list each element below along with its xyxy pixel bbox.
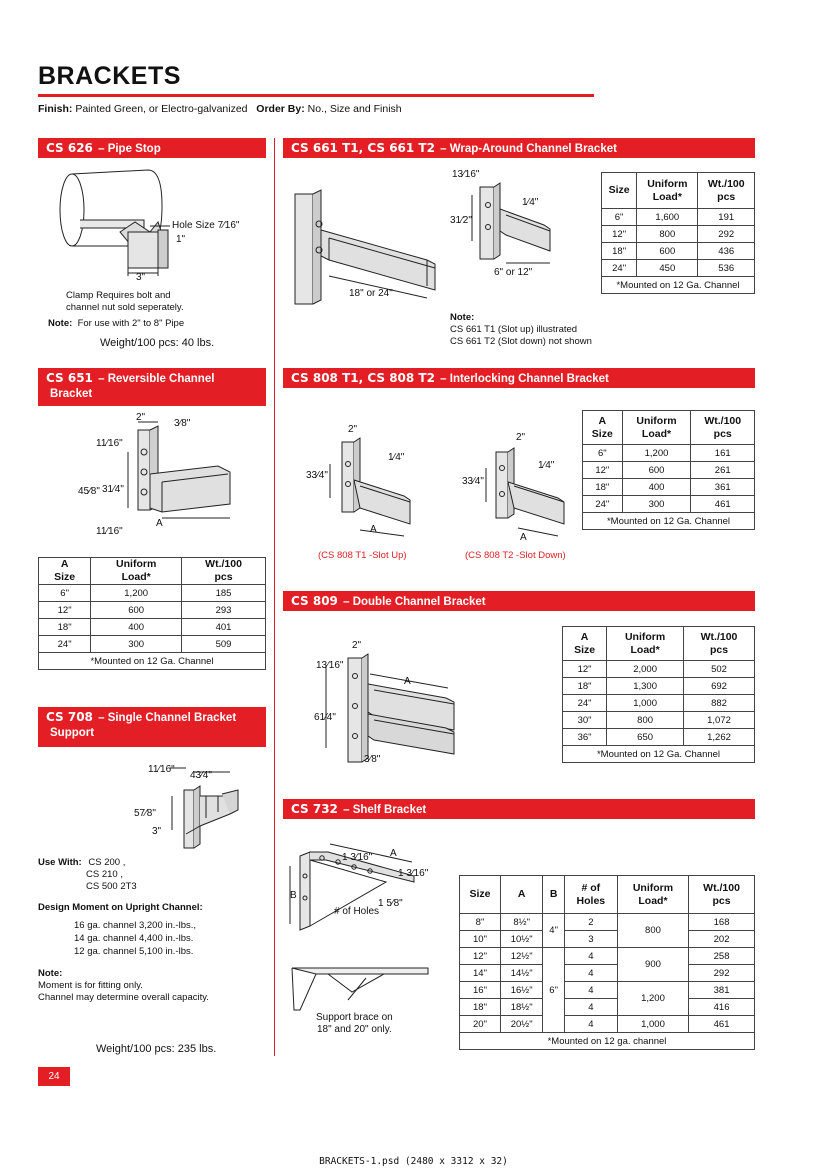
cs808-name: – Interlocking Channel Bracket — [436, 373, 609, 385]
table-header-row — [583, 411, 755, 445]
table-footnote: *Mounted on 12 Ga. Channel — [39, 653, 266, 670]
cs809-banner — [283, 591, 755, 611]
table-row: 6" 1,600 191 — [602, 209, 755, 226]
column-header: Uniform Load* — [607, 627, 684, 661]
cs661-note: CS 661 T1 (Slot up) illustrated — [450, 324, 578, 335]
cs708-dim-1116: 11⁄16" — [148, 764, 175, 775]
cs732-dim-1316a: 1 3⁄16" — [342, 852, 373, 863]
table-row: 8" 8½" 4" 2 800 168 — [460, 914, 755, 931]
cs708-dim-3: 3" — [152, 826, 162, 837]
table-row: 6" 1,200 161 — [583, 445, 755, 462]
cs651-table — [38, 557, 266, 670]
cs808-drawing-down — [458, 428, 576, 544]
cs626-banner — [38, 138, 266, 158]
title-rule — [38, 94, 594, 97]
column-header: A Size — [583, 411, 623, 445]
cs809-name: – Double Channel Bracket — [339, 596, 486, 608]
table-row: 12" 2,000 502 — [563, 661, 755, 678]
cs808-table — [582, 410, 755, 530]
cs708-use-item: CS 200 , — [88, 857, 126, 868]
cs708-moments — [74, 920, 196, 958]
finish-value: Painted Green, or Electro-galvanized — [75, 103, 248, 115]
cs626-note-label: Note: — [48, 318, 73, 329]
cs626-clamp-note-2: channel nut sold seperately. — [66, 302, 184, 313]
cs732-dim-a: A — [390, 848, 397, 859]
cs626-clamp-note — [66, 290, 184, 314]
cs651-name2: Bracket — [50, 388, 93, 400]
page-title: BRACKETS — [38, 62, 181, 90]
table-row: 18" 400 401 — [39, 619, 266, 636]
column-header: Wt./100 pcs — [691, 411, 755, 445]
cs808-code: CS 808 T1, CS 808 T2 — [291, 371, 435, 385]
cs661-banner — [283, 138, 755, 158]
finish-label: Finish: — [38, 103, 73, 115]
table-row: 14" 14½" 4 292 — [460, 965, 755, 982]
cs626-dim-hole: Hole Size 7⁄16" — [172, 220, 240, 231]
cs708-use-label: Use With: — [38, 857, 82, 868]
table-row: 12" 600 293 — [39, 602, 266, 619]
column-header: Wt./100 pcs — [698, 173, 755, 209]
cs808-dim-aa: A — [370, 524, 377, 535]
table-header-row — [39, 558, 266, 585]
cs651-code: CS 651 — [46, 371, 93, 385]
table-footnote: *Mounted on 12 Ga. Channel — [563, 746, 755, 763]
table-row: 18" 18½" 4 416 — [460, 999, 755, 1016]
cs809-table — [562, 626, 755, 763]
cs708-use-item: CS 210 , — [86, 869, 123, 880]
cs808-dim-334b: 33⁄4" — [462, 476, 484, 487]
table-header-row — [602, 173, 755, 209]
cs626-dim-3: 3" — [136, 272, 146, 283]
cs661-name: – Wrap-Around Channel Bracket — [436, 143, 617, 155]
cs708-note: Channel may determine overall capacity. — [38, 992, 209, 1003]
column-header: Uniform Load* — [617, 876, 688, 914]
table-row: 30" 800 1,072 — [563, 712, 755, 729]
column-header: Wt./100 pcs — [689, 876, 755, 914]
cs661-dim-312: 31⁄2" — [450, 215, 472, 226]
order-value: No., Size and Finish — [307, 103, 402, 115]
cs708-weight: Weight/100 pcs: 235 lbs. — [96, 1043, 217, 1055]
column-header: Uniform Load* — [91, 558, 182, 585]
table-row: 20" 20½" 4 1,000 461 — [460, 1016, 755, 1033]
file-caption: BRACKETS-1.psd (2480 x 3312 x 32) — [319, 1156, 508, 1167]
page-number: 24 — [38, 1067, 70, 1086]
cs732-code: CS 732 — [291, 802, 338, 816]
cs661-note-label: Note: — [450, 312, 475, 323]
cs661-drawing-2 — [446, 165, 561, 283]
cs626-note-text: For use with 2" to 8" Pipe — [77, 318, 185, 329]
cs732-brace-note-1: Support brace on — [316, 1012, 393, 1023]
table-row: 24" 300 461 — [583, 496, 755, 513]
column-header: Size — [602, 173, 637, 209]
cs651-dim-314: 31⁄4" — [102, 484, 124, 495]
table-row: 18" 1,300 692 — [563, 678, 755, 695]
cs732-brace-note-2: 18" and 20" only. — [316, 1024, 392, 1035]
column-header: A Size — [563, 627, 607, 661]
cs732-dim-b: B — [290, 890, 297, 901]
cs626-clamp-note-1: Clamp Requires bolt and — [66, 290, 171, 301]
cs651-dim-2: 2" — [136, 412, 146, 423]
cs661-table — [601, 172, 755, 294]
cs661-drawing-1 — [285, 168, 453, 306]
cs809-dim-1316: 13⁄16" — [316, 660, 344, 671]
cs626-code: CS 626 — [46, 141, 93, 155]
cs626-note — [48, 318, 184, 330]
table-row: 12" 600 261 — [583, 462, 755, 479]
cs732-dim-158: 1 5⁄8" — [378, 898, 403, 909]
cs626-name: – Pipe Stop — [94, 143, 161, 155]
cs809-dim-38: 3⁄8" — [364, 754, 381, 765]
column-header: Uniform Load* — [622, 411, 691, 445]
table-row: 10" 10½" 3 202 — [460, 931, 755, 948]
table-row: 24" 450 536 — [602, 260, 755, 277]
cs708-note-label: Note: — [38, 968, 63, 979]
cs732-dim-holes: # of Holes — [334, 906, 380, 917]
column-header: A Size — [39, 558, 91, 585]
cs732-dim-1316b: 1 3⁄16" — [398, 868, 429, 879]
column-header: Size — [460, 876, 501, 914]
cs732-table — [459, 875, 755, 1050]
table-row: 6" 1,200 185 — [39, 585, 266, 602]
cs626-dim-1: 1" — [176, 234, 186, 245]
cs661-note: CS 661 T2 (Slot down) not shown — [450, 336, 592, 347]
table-row: 12" 800 292 — [602, 226, 755, 243]
cs808-dim-14a: 1⁄4" — [388, 452, 405, 463]
cs732-drawing — [286, 836, 436, 934]
cs808-caption-up: (CS 808 T1 -Slot Up) — [318, 550, 407, 561]
cs732-brace-note — [316, 1012, 393, 1036]
cs808-dim-2b: 2" — [516, 432, 526, 443]
cs809-drawing — [312, 636, 468, 768]
cs651-dim-38: 3⁄8" — [174, 418, 191, 429]
cs661-notes — [450, 312, 592, 348]
cs626-drawing — [50, 162, 270, 284]
column-header: Uniform Load* — [637, 173, 698, 209]
table-row: 18" 400 361 — [583, 479, 755, 496]
table-row: 24" 300 509 — [39, 636, 266, 653]
column-header: Wt./100 pcs — [182, 558, 266, 585]
cs651-dim-1116b: 11⁄16" — [96, 526, 123, 537]
cs708-note: Moment is for fitting only. — [38, 980, 143, 991]
cs651-dim-a: A — [156, 518, 163, 529]
table-row: 16" 16½" 4 1,200 381 — [460, 982, 755, 999]
column-header: Wt./100 pcs — [684, 627, 755, 661]
column-header: A — [501, 876, 543, 914]
cs651-dim-458: 45⁄8" — [78, 486, 100, 497]
table-header-row — [460, 876, 755, 914]
cs651-dim-1116a: 11⁄16" — [96, 438, 123, 449]
cs708-moment: 14 ga. channel 4,400 in.-lbs. — [74, 933, 194, 944]
cs708-moment: 12 ga. channel 5,100 in.-lbs. — [74, 946, 194, 957]
cs808-dim-334a: 33⁄4" — [306, 470, 328, 481]
cs708-dim-434: 43⁄4" — [190, 770, 212, 781]
cs651-banner — [38, 368, 266, 406]
cs809-dim-614: 61⁄4" — [314, 712, 336, 723]
cs732-banner — [283, 799, 755, 819]
cs651-drawing — [78, 412, 248, 542]
cs661-dim-6or12: 6" or 12" — [494, 267, 533, 278]
cs708-notes — [38, 968, 209, 1004]
cs732-name: – Shelf Bracket — [339, 804, 427, 816]
cs808-caption-down: (CS 808 T2 -Slot Down) — [465, 550, 566, 561]
page-subtitle — [38, 103, 402, 115]
cs708-drawing — [130, 756, 250, 852]
cs661-dim-18or24: 18" or 24" — [349, 288, 393, 299]
cs708-use-item: CS 500 2T3 — [86, 881, 137, 892]
table-row: 18" 600 436 — [602, 243, 755, 260]
cs708-banner — [38, 707, 266, 747]
cs808-banner — [283, 368, 755, 388]
cs626-weight: Weight/100 pcs: 40 lbs. — [100, 337, 215, 349]
cs708-use-with — [38, 857, 137, 893]
table-header-row — [563, 627, 755, 661]
cs661-code: CS 661 T1, CS 661 T2 — [291, 141, 435, 155]
cs708-dim-578: 57⁄8" — [134, 808, 156, 819]
cs809-code: CS 809 — [291, 594, 338, 608]
column-divider — [274, 138, 275, 1056]
cs732-brace-drawing — [288, 962, 438, 1012]
cs808-dim-2a: 2" — [348, 424, 358, 435]
table-footnote: *Mounted on 12 Ga. Channel — [602, 277, 755, 294]
cs808-dim-ab: A — [520, 532, 527, 543]
column-header: B — [543, 876, 565, 914]
column-header: # of Holes — [564, 876, 617, 914]
order-label: Order By: — [256, 103, 305, 115]
table-footnote: *Mounted on 12 ga. channel — [460, 1033, 755, 1050]
cs708-code: CS 708 — [46, 710, 93, 724]
cs661-dim-14: 1⁄4" — [522, 197, 539, 208]
table-row: 36" 650 1,262 — [563, 729, 755, 746]
table-row: 24" 1,000 882 — [563, 695, 755, 712]
cs708-moment-label: Design Moment on Upright Channel: — [38, 902, 203, 913]
table-row: 12" 12½" 6" 4 900 258 — [460, 948, 755, 965]
cs809-dim-2: 2" — [352, 640, 362, 651]
cs651-name: – Reversible Channel — [94, 373, 215, 385]
cs661-dim-1316: 13⁄16" — [452, 169, 480, 180]
cs708-name: – Single Channel Bracket — [94, 712, 237, 724]
cs708-name2: Support — [50, 727, 95, 739]
cs809-dim-a: A — [404, 676, 411, 687]
cs808-dim-14b: 1⁄4" — [538, 460, 555, 471]
table-footnote: *Mounted on 12 Ga. Channel — [583, 513, 755, 530]
cs808-drawing-up — [300, 420, 420, 544]
cs708-moment: 16 ga. channel 3,200 in.-lbs., — [74, 920, 197, 931]
